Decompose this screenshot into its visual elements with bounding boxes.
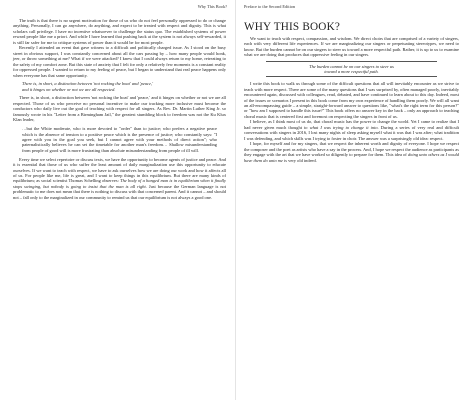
paragraph xyxy=(13,157,226,201)
paragraph-text: Every time we select repertoire or discuss texts, we have the opportunity to become agents of justice and peace. And it is essential that those of us who suffer the least amount of daily marginalization use this opportunity to educate ourselves. If we want to teach with respect, we have to ask ourselves how we are doing our work and how it affects all of us. For people like me, life is great, and I want to keep things in this equilibrium. But there are many kinds of equilibrium; as social scientist Thomas Schelling observes: xyxy=(13,156,226,184)
paragraph-text: I believe, as I think most of us do, that choral music has the power to change the world. Yet I came to realize that I had never given much thought to xyxy=(244,119,459,130)
block-quote-mlk: …but the White moderate, who is more devoted to "order" than to justice; who prefers a negative peace which is the absence of tension to a positive peace which is the presence of justice; who constantly says: "I agree with you in the goal you seek, but I cannot agree with your methods of direct action"; who paternalistically believes he can set the timetable for another man's freedom… Shallow misunderstanding from people of good will is more frustrating than absolute misunderstanding from people of ill will. xyxy=(22,126,217,153)
paragraph xyxy=(244,141,459,163)
italic-quotation: The body of a hanged man is in equilibrium when it finally stops swinging, but nobody is going to insist that the man is all right. xyxy=(13,178,226,189)
running-head-right: Preface to the Second Edition xyxy=(244,4,296,9)
left-page xyxy=(0,0,235,400)
paragraph-text: Just because the German language is not problematic to me does not mean that there is nothing to discuss with that concerned parent. And it cannot – and should not – fall only to the marginalized in our community to remind us that our equilibrium is not always a good one. xyxy=(13,183,226,200)
paragraph: There is, in short, a distinction between 'not rocking the boat' and 'peace,' and it hinges on whether or not we are all respected. Those of us who perceive no personal incentive to make our tracking more inclusive must become the conductors who daily live out the goal of teaching with respect for all singers. As Rev. Dr. Martin Luther King Jr. so famously wrote in his "Letter from a Birmingham Jail," the greatest stumbling block to freedom was not the Ku Klux Klan leader, xyxy=(13,95,226,123)
paragraph xyxy=(244,119,459,141)
left-page-body xyxy=(13,18,226,200)
chapter-title: WHY THIS BOOK? xyxy=(244,21,341,33)
pull-quote-line: The burden cannot be on our singers to steer us xyxy=(309,63,394,69)
italic-phrase: doing unto others as I would have them do unto me xyxy=(244,152,459,163)
right-page xyxy=(236,0,471,400)
paragraph: The truth is that there is no urgent motivation for those of us who do not feel personally oppressed to do or change anything. Personally, I can go anywhere, do anything, and expect to be treated with respect and dignity. This is what scholars call privilege. I have no incentive whatsoever to challenge the status quo. The established systems of power reward people like me a priori. And while I have learned that pushing back at the system is not always self-rewarded, it is still far safer for me to critique systems of power than it would be for most people. xyxy=(13,18,226,45)
paragraph-text: is very old indeed. xyxy=(282,157,317,163)
italic-phrase: what I was trying to change it into. xyxy=(309,124,379,130)
quote-line: and it hinges on whether or not we are all respected. xyxy=(22,86,116,92)
paragraph-text: I hope, for myself and for my singers, that we respect the inherent worth and dignity of everyone. I hope we respect the composer and the poet as artists who have a say in the process. And, I hope we respect the audience as participants as they engage with the art that we have worked so diligently to prepare for them. This idea of xyxy=(244,141,459,158)
paragraph: Recently I attended an event that gave witness to a difficult and politically charged issue. As I stood on the busy street in obvious support, I was constantly concerned about all the cars passing by – how many people would honk, jeer, or throw something at me? What if we were attacked? I knew that I could always return to my home, retreating to the safety of my comfort zone. But this state of anxiety that I felt for only a relatively few moments is a constant reality for oppressed people. I wanted to return to my feeling of peace, but I began to understand that real peace happens only when everyone has that same opportunity. xyxy=(13,45,226,78)
running-head-left: Why This Book? xyxy=(197,4,227,9)
italic-quote xyxy=(22,81,217,92)
pull-quote-line: toward a more respectful path. xyxy=(324,69,379,75)
paragraph: I write this book to walk us through some of the difficult questions that all will inevitably encounter as we strive to teach with more respect. There are some of the many questions that I was surprised by, often managed poorly, inevitably encountered again, discussed with colleagues, read, debated, and have continued to learn about to this day. Indeed, most of the issues or scenarios I present in this book come from my own experience of handling them poorly. We will all want an all-encompassing guide – a simple, straight-forward answer to questions like, "what's the right term for this person?" or "how am I supposed to handle this issue?" This book offers no answer key in the back – only an approach to teaching choral music that is centered first and foremost on respecting the singers in front of us. xyxy=(244,81,459,119)
right-page-body xyxy=(244,21,459,163)
pull-quote xyxy=(266,61,437,77)
quote-line: There is, in short, a distinction between 'not rocking the boat' and 'peace,' xyxy=(22,81,154,87)
paragraph-text: During a series of very real and difficult conversations with singers in 2016, I lost many nights of sleep asking myself what it was that I was after; what tradition I was defending, and which skills was I trying to foster in choir. The answer was a surprisingly old idea: respect. xyxy=(244,124,459,141)
paragraph: We want to teach with respect, compassion, and wisdom. We direct choirs that are comprised of a variety of singers, each with very different life experiences. If we are marginalizing our singers or perpetuating stereotypes, we need to know. But the burden cannot be on our singers to steer us toward a more respectful path. Rather, it is up to us to examine what we are doing that produces that oppressive feeling in our singers. xyxy=(244,36,459,58)
